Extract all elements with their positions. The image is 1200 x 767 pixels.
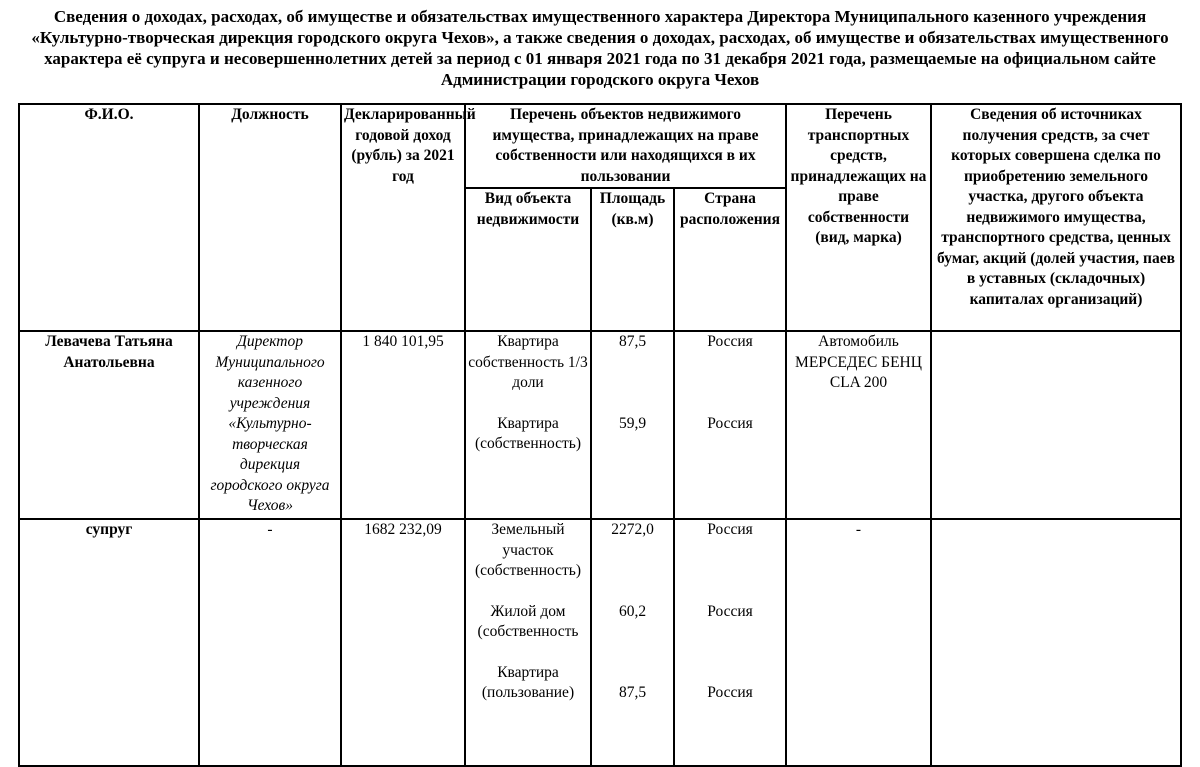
realty-type: Квартира (пользование) (481, 663, 575, 701)
header-position: Должность (199, 104, 341, 331)
realty-country-cell (674, 331, 786, 519)
header-country: Страна расположения (674, 188, 786, 331)
realty-area: 2272,0 (611, 521, 654, 538)
header-area: Площадь (кв.м) (591, 188, 674, 331)
realty-country-cell (674, 519, 786, 766)
realty-country: Россия (707, 684, 753, 701)
person-name: супруг (19, 519, 199, 766)
realty-type-cell (465, 519, 591, 766)
header-fio: Ф.И.О. (19, 104, 199, 331)
table-row (19, 519, 1181, 766)
realty-area: 59,9 (618, 414, 647, 432)
realty-area: 87,5 (618, 333, 647, 350)
realty-country: Россия (707, 333, 753, 350)
vehicles-cell: Автомобиль МЕРСЕДЕС БЕНЦ CLA 200 (786, 331, 931, 519)
realty-type: Земельный участок (собственность) (474, 521, 582, 579)
realty-type: Квартира (собственность) (474, 414, 582, 452)
realty-type: Жилой дом (собственность (477, 602, 579, 640)
realty-country: Россия (707, 602, 753, 620)
header-realty-type: Вид объекта недвижимости (465, 188, 591, 331)
header-realty-group: Перечень объектов недвижимого имущества, принадлежащих на праве собственности или находящихся в их пользовании (465, 104, 786, 188)
person-name: Левачева Татьяна Анатольевна (19, 331, 199, 519)
header-vehicles: Перечень транспортных средств, принадлежащих на праве собственности (вид, марка) (786, 104, 931, 331)
vehicles-cell: - (786, 519, 931, 766)
realty-country: Россия (707, 414, 753, 432)
realty-type: Квартира собственность 1/3 доли (468, 333, 588, 391)
sources-cell (931, 519, 1181, 766)
realty-type-cell (465, 331, 591, 519)
declaration-table (18, 103, 1182, 767)
realty-area: 87,5 (618, 684, 647, 701)
declared-income: 1 840 101,95 (341, 331, 465, 519)
realty-area: 60,2 (618, 602, 647, 620)
header-sources: Сведения об источниках получения средств, за счет которых совершена сделка по приобретению земельного участка, другого объекта недвижимого имущества, транспортного средства, ценных бумаг, акций (долей участия, паев в уставных (складочных) капиталах организаций) (931, 104, 1181, 331)
person-position: - (199, 519, 341, 766)
header-income: Декларированный годовой доход (рубль) за 2021 год (341, 104, 465, 331)
declared-income: 1682 232,09 (341, 519, 465, 766)
person-position: Директор Муниципального казенного учреждения «Культурно-творческая дирекция городского округа Чехов» (199, 331, 341, 519)
document-title: Сведения о доходах, расходах, об имуществе и обязательствах имущественного характера Директора Муниципального казенного учреждения «Культурно-творческая дирекция городского округа Чехов», а также сведения о доходах, расходах, об имуществе и обязательствах имущественного характера её супруга и несовершеннолетних детей за период с 01 января 2021 года по 31 декабря 2021 года, размещаемые на официальном сайте Администрации городского округа Чехов (31, 7, 1169, 89)
realty-area-cell (591, 331, 674, 519)
table-row (19, 331, 1181, 519)
realty-area-cell (591, 519, 674, 766)
sources-cell (931, 331, 1181, 519)
header-row-top (19, 104, 1181, 188)
realty-country: Россия (707, 521, 753, 538)
